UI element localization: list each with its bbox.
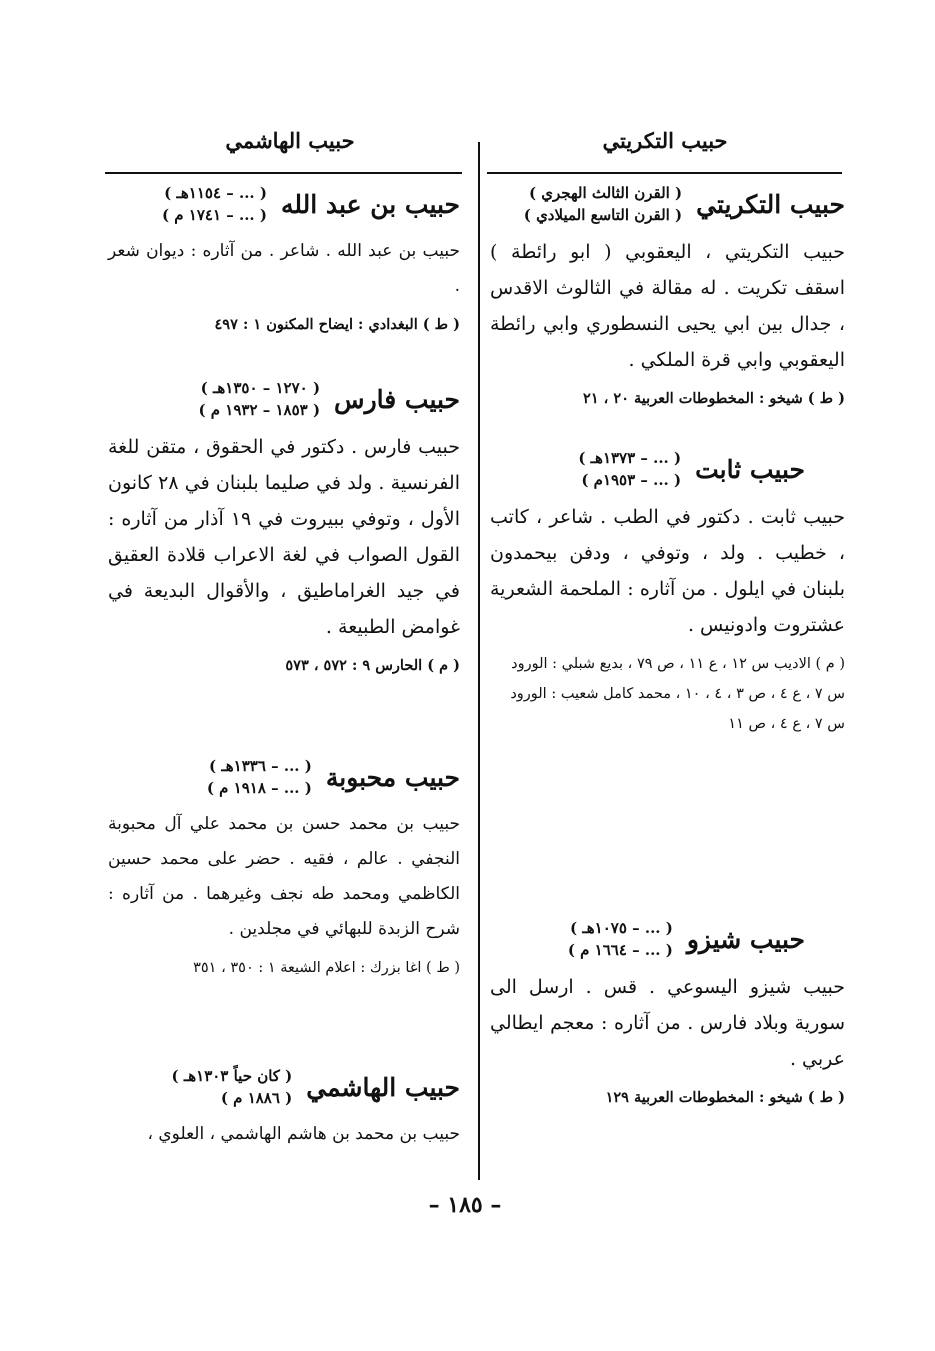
entry-dates xyxy=(172,1065,293,1109)
entry-dates xyxy=(198,377,320,421)
entry-name: حبيب فارس xyxy=(334,384,460,414)
entry-habib-faris xyxy=(108,377,460,755)
header-rule-right xyxy=(487,172,842,174)
entry-name: حبيب ثابت xyxy=(695,454,805,484)
date-gregorian: ( ١٨٨٦ م ) xyxy=(220,1089,293,1107)
entry-dates xyxy=(207,755,312,799)
entry-habib-bin-abdallah xyxy=(108,182,460,377)
entry-dates xyxy=(524,182,682,226)
entry-text: حبيب فارس . دكتور في الحقوق ، متقن للغة الفرنسية . ولد في صليما بلبنان في ٢٨ كانون الأول ، وتوفي ببيروت في ١٩ آذار من آثاره : القول الصواب في لغة الاعراب قلادة العقيق في جيد الغراماطيق ، والأقوال البديعة في غوامض الطبيعة . xyxy=(108,436,460,638)
running-header-right: حبيب التكريتي xyxy=(602,128,728,153)
entry-habib-tikriti xyxy=(490,182,845,447)
entry-dates xyxy=(568,917,673,961)
entry-reference: ( ط ) شيخو : المخطوطات العربية ٢٠ ، ٢١ xyxy=(583,390,845,407)
date-gregorian: ( القرن التاسع الميلادي ) xyxy=(523,206,683,224)
entry-dates xyxy=(162,182,267,226)
page-number: – ١٨٥ – xyxy=(428,1192,502,1218)
date-hijri: ( كان حياً ١٣٠٣هـ ) xyxy=(171,1067,293,1085)
entry-name: حبيب بن عبد الله xyxy=(280,189,460,219)
date-gregorian: ( ١٨٥٣ – ١٩٣٢ م ) xyxy=(198,401,321,419)
entry-habib-thabit xyxy=(490,447,845,917)
date-gregorian: ( ... – ١٩٥٣م ) xyxy=(581,471,682,489)
entry-reference: ( ط ) شيخو : المخطوطات العربية ١٢٩ xyxy=(605,1089,845,1106)
entry-habib-mahbuba xyxy=(108,755,460,1065)
entry-name: حبيب الهاشمي xyxy=(306,1072,460,1102)
date-gregorian: ( ... – ١٧٤١ م ) xyxy=(161,206,267,224)
entry-text: حبيب ثابت . دكتور في الطب . شاعر ، كاتب ، خطيب . ولد ، وتوفي ، ودفن بيحمدون بلبنان في ايلول . من آثاره : الملحمة الشعرية عشتروت وادونيس . xyxy=(490,506,845,636)
entry-name: حبيب شيزو xyxy=(686,924,805,954)
column-divider xyxy=(478,142,480,1180)
entry-text: حبيب بن محمد بن هاشم الهاشمي ، العلوي ، xyxy=(147,1124,460,1144)
entry-habib-shizu xyxy=(490,917,845,1113)
entry-reference: ( ط ) البغدادي : ايضاح المكنون ١ : ٤٩٧ xyxy=(214,316,460,333)
entry-name: حبيب محبوبة xyxy=(325,762,460,792)
entry-text: حبيب التكريتي ، اليعقوبي ( ابو رائطة ) اسقف تكريت . له مقالة في الثالوث الاقدس ، جدال بين ابي يحيى النسطوري وابي رائطة اليعقوبي وابي قرة الملكي . xyxy=(490,241,845,371)
header-rule-left xyxy=(105,172,462,174)
entry-text: حبيب شيزو اليسوعي . قس . ارسل الى سورية وبلاد فارس . من آثاره : معجم ايطالي عربي . xyxy=(490,976,845,1070)
entry-habib-hashimi xyxy=(108,1065,460,1152)
entry-text: حبيب بن عبد الله . شاعر . من آثاره : ديوان شعر . xyxy=(108,241,460,296)
date-hijri: ( ... – ١١٥٤هـ ) xyxy=(164,184,267,202)
entry-dates xyxy=(578,447,681,491)
entry-reference: ( ط ) اغا بزرك : اعلام الشيعة ١ : ٣٥٠ ، ٣٥١ xyxy=(193,960,460,976)
date-gregorian: ( ... – ١٦٦٤ م ) xyxy=(567,941,673,959)
right-column xyxy=(490,182,845,1113)
date-hijri: ( ... – ١٣٣٦هـ ) xyxy=(209,757,312,775)
entry-reference: ( م ) الحارس ٩ : ٥٧٢ ، ٥٧٣ xyxy=(285,657,460,674)
entry-name: حبيب التكريتي xyxy=(696,189,845,219)
date-hijri: ( ... – ١٠٧٥هـ ) xyxy=(570,919,673,937)
date-hijri: ( ... – ١٣٧٣هـ ) xyxy=(578,449,682,467)
running-header-left: حبيب الهاشمي xyxy=(225,128,355,153)
date-hijri: ( القرن الثالث الهجري ) xyxy=(528,184,683,202)
entry-reference: ( م ) الاديب س ١٢ ، ع ١١ ، ص ٧٩ ، بديع شبلي : الورود س ٧ ، ع ٤ ، ص ٣ ، ٤ ، ١٠ ، محمد كامل شعيب : الورود س ٧ ، ع ٤ ، ص ١١ xyxy=(510,656,845,732)
date-hijri: ( ١٢٧٠ – ١٣٥٠هـ ) xyxy=(200,379,321,397)
entry-text: حبيب بن محمد حسن بن محمد علي آل محبوبة النجفي . عالم ، فقيه . حضر على محمد حسين الكاظمي ومحمد طه نجف وغيرهما . من آثاره : شرح الزبدة للبهائي في مجلدين . xyxy=(108,814,460,939)
left-column xyxy=(108,182,460,1152)
date-gregorian: ( ... – ١٩١٨ م ) xyxy=(206,779,312,797)
